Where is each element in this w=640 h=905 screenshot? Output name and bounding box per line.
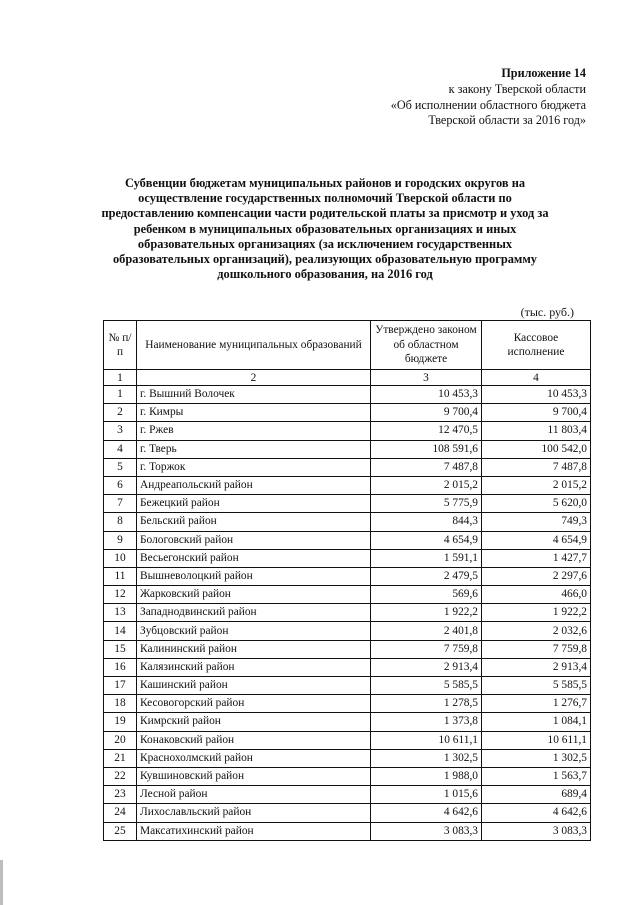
approved-amount-cell: 2 401,8 [371,622,482,640]
header-executed: Кассовое исполнение [482,321,591,370]
municipality-name-cell: Вышневолоцкий район [137,567,371,585]
executed-amount-cell: 4 642,6 [482,804,591,822]
municipality-name-cell: Андреапольский район [137,476,371,494]
row-number-cell: 13 [104,604,137,622]
scan-edge-mark [0,860,3,905]
municipality-name-cell: Кесовогорский район [137,695,371,713]
executed-amount-cell: 689,4 [482,786,591,804]
column-number: 1 [104,370,137,386]
executed-amount-cell: 5 620,0 [482,495,591,513]
municipality-name-cell: Калининский район [137,640,371,658]
table-row [104,440,591,458]
title-line: предоставлению компенсации части родительской платы за присмотр и уход за [101,206,549,221]
row-number-cell: 18 [104,695,137,713]
approved-amount-cell: 1 302,5 [371,749,482,767]
municipality-name-cell: г. Вышний Волочек [137,386,371,404]
municipality-name-cell: г. Тверь [137,440,371,458]
table-row [104,386,591,404]
executed-amount-cell: 2 032,6 [482,622,591,640]
executed-amount-cell: 10 453,3 [482,386,591,404]
executed-amount-cell: 100 542,0 [482,440,591,458]
title-line: Субвенции бюджетам муниципальных районов и городских округов на [124,176,526,190]
title-line: ребенком в муниципальных образовательных организациях и иных [133,221,517,236]
table-row [104,731,591,749]
header-number: № п/п [104,321,137,370]
approved-amount-cell: 1 988,0 [371,767,482,785]
approved-amount-cell: 7 487,8 [371,458,482,476]
approved-amount-cell: 3 083,3 [371,822,482,840]
municipality-name-cell: Конаковский район [137,731,371,749]
approved-amount-cell: 10 453,3 [371,386,482,404]
row-number-cell: 7 [104,495,137,513]
row-number-cell: 22 [104,767,137,785]
executed-amount-cell: 4 654,9 [482,531,591,549]
municipality-name-cell: Зубцовский район [137,622,371,640]
municipality-name-cell: Бежецкий район [137,495,371,513]
municipality-name-cell: Лесной район [137,786,371,804]
executed-amount-cell: 2 913,4 [482,658,591,676]
column-number: 4 [482,370,591,386]
appendix-line: к закону Тверской области [448,81,586,96]
approved-amount-cell: 844,3 [371,513,482,531]
approved-amount-cell: 10 611,1 [371,731,482,749]
row-number-cell: 2 [104,404,137,422]
table-row [104,495,591,513]
subventions-table [103,320,591,841]
title-line: осуществление государственных полномочий Тверской области по [138,191,512,206]
executed-amount-cell: 466,0 [482,586,591,604]
appendix-line: «Об исполнении областного бюджета [390,97,586,112]
table-row [104,458,591,476]
row-number-cell: 19 [104,713,137,731]
table-row [104,713,591,731]
municipality-name-cell: Кимрский район [137,713,371,731]
executed-amount-cell: 749,3 [482,513,591,531]
column-number: 3 [371,370,482,386]
header-approved: Утверждено законом об областном бюджете [371,321,482,370]
approved-amount-cell: 1 922,2 [371,604,482,622]
municipality-name-cell: Лихославльский район [137,804,371,822]
table-row [104,422,591,440]
row-number-cell: 23 [104,786,137,804]
table-row [104,476,591,494]
executed-amount-cell: 1 427,7 [482,549,591,567]
row-number-cell: 6 [104,476,137,494]
municipality-name-cell: Калязинский район [137,658,371,676]
units-label: (тыс. руб.) [520,305,574,319]
approved-amount-cell: 7 759,8 [371,640,482,658]
approved-amount-cell: 9 700,4 [371,404,482,422]
title-line: образовательных организациях (за исключением государственных [137,236,513,251]
municipality-name-cell: Западнодвинский район [137,604,371,622]
approved-amount-cell: 569,6 [371,586,482,604]
approved-amount-cell: 4 654,9 [371,531,482,549]
row-number-cell: 15 [104,640,137,658]
executed-amount-cell: 5 585,5 [482,677,591,695]
municipality-name-cell: Краснохолмский район [137,749,371,767]
municipality-name-cell: Кашинский район [137,677,371,695]
table-row [104,622,591,640]
executed-amount-cell: 9 700,4 [482,404,591,422]
row-number-cell: 24 [104,804,137,822]
table-row [104,531,591,549]
approved-amount-cell: 2 015,2 [371,476,482,494]
municipality-name-cell: Максатихинский район [137,822,371,840]
table-row [104,822,591,840]
municipality-name-cell: г. Торжок [137,458,371,476]
approved-amount-cell: 1 015,6 [371,786,482,804]
row-number-cell: 17 [104,677,137,695]
row-number-cell: 14 [104,622,137,640]
table-row [104,767,591,785]
approved-amount-cell: 2 479,5 [371,567,482,585]
municipality-name-cell: Бологовский район [137,531,371,549]
row-number-cell: 3 [104,422,137,440]
approved-amount-cell: 1 278,5 [371,695,482,713]
row-number-cell: 5 [104,458,137,476]
municipality-name-cell: Кувшиновский район [137,767,371,785]
executed-amount-cell: 1 276,7 [482,695,591,713]
appendix-title: Приложение 14 [501,66,586,80]
document-title [60,176,590,282]
table-row [104,404,591,422]
table-header-row [104,321,591,370]
table-row [104,804,591,822]
executed-amount-cell: 10 611,1 [482,731,591,749]
row-number-cell: 12 [104,586,137,604]
table-row [104,640,591,658]
column-numbers-row [104,370,591,386]
row-number-cell: 8 [104,513,137,531]
column-number: 2 [137,370,371,386]
table-row [104,658,591,676]
table-row [104,749,591,767]
table-row [104,786,591,804]
municipality-name-cell: Бельский район [137,513,371,531]
executed-amount-cell: 2 297,6 [482,567,591,585]
row-number-cell: 4 [104,440,137,458]
executed-amount-cell: 1 922,2 [482,604,591,622]
approved-amount-cell: 2 913,4 [371,658,482,676]
table-row [104,695,591,713]
row-number-cell: 11 [104,567,137,585]
table-row [104,677,591,695]
executed-amount-cell: 1 302,5 [482,749,591,767]
municipality-name-cell: г. Ржев [137,422,371,440]
executed-amount-cell: 7 759,8 [482,640,591,658]
row-number-cell: 9 [104,531,137,549]
municipality-name-cell: Весьегонский район [137,549,371,567]
row-number-cell: 25 [104,822,137,840]
executed-amount-cell: 1 084,1 [482,713,591,731]
row-number-cell: 21 [104,749,137,767]
approved-amount-cell: 5 775,9 [371,495,482,513]
approved-amount-cell: 108 591,6 [371,440,482,458]
table-body [104,370,591,841]
table-row [104,549,591,567]
executed-amount-cell: 2 015,2 [482,476,591,494]
appendix-block [391,66,586,129]
executed-amount-cell: 7 487,8 [482,458,591,476]
row-number-cell: 20 [104,731,137,749]
row-number-cell: 1 [104,386,137,404]
municipality-name-cell: г. Кимры [137,404,371,422]
municipality-name-cell: Жарковский район [137,586,371,604]
approved-amount-cell: 1 591,1 [371,549,482,567]
executed-amount-cell: 11 803,4 [482,422,591,440]
table-row [104,513,591,531]
executed-amount-cell: 1 563,7 [482,767,591,785]
approved-amount-cell: 5 585,5 [371,677,482,695]
title-line: дошкольного образования, на 2016 год [217,267,433,282]
executed-amount-cell: 3 083,3 [482,822,591,840]
table-row [104,586,591,604]
approved-amount-cell: 4 642,6 [371,804,482,822]
row-number-cell: 10 [104,549,137,567]
approved-amount-cell: 12 470,5 [371,422,482,440]
title-line: образовательных организаций), реализующих образовательную программу [112,252,538,267]
table-row [104,604,591,622]
appendix-line: Тверской области за 2016 год» [428,113,586,128]
header-name: Наименование муниципальных образований [137,321,371,370]
table-row [104,567,591,585]
approved-amount-cell: 1 373,8 [371,713,482,731]
row-number-cell: 16 [104,658,137,676]
